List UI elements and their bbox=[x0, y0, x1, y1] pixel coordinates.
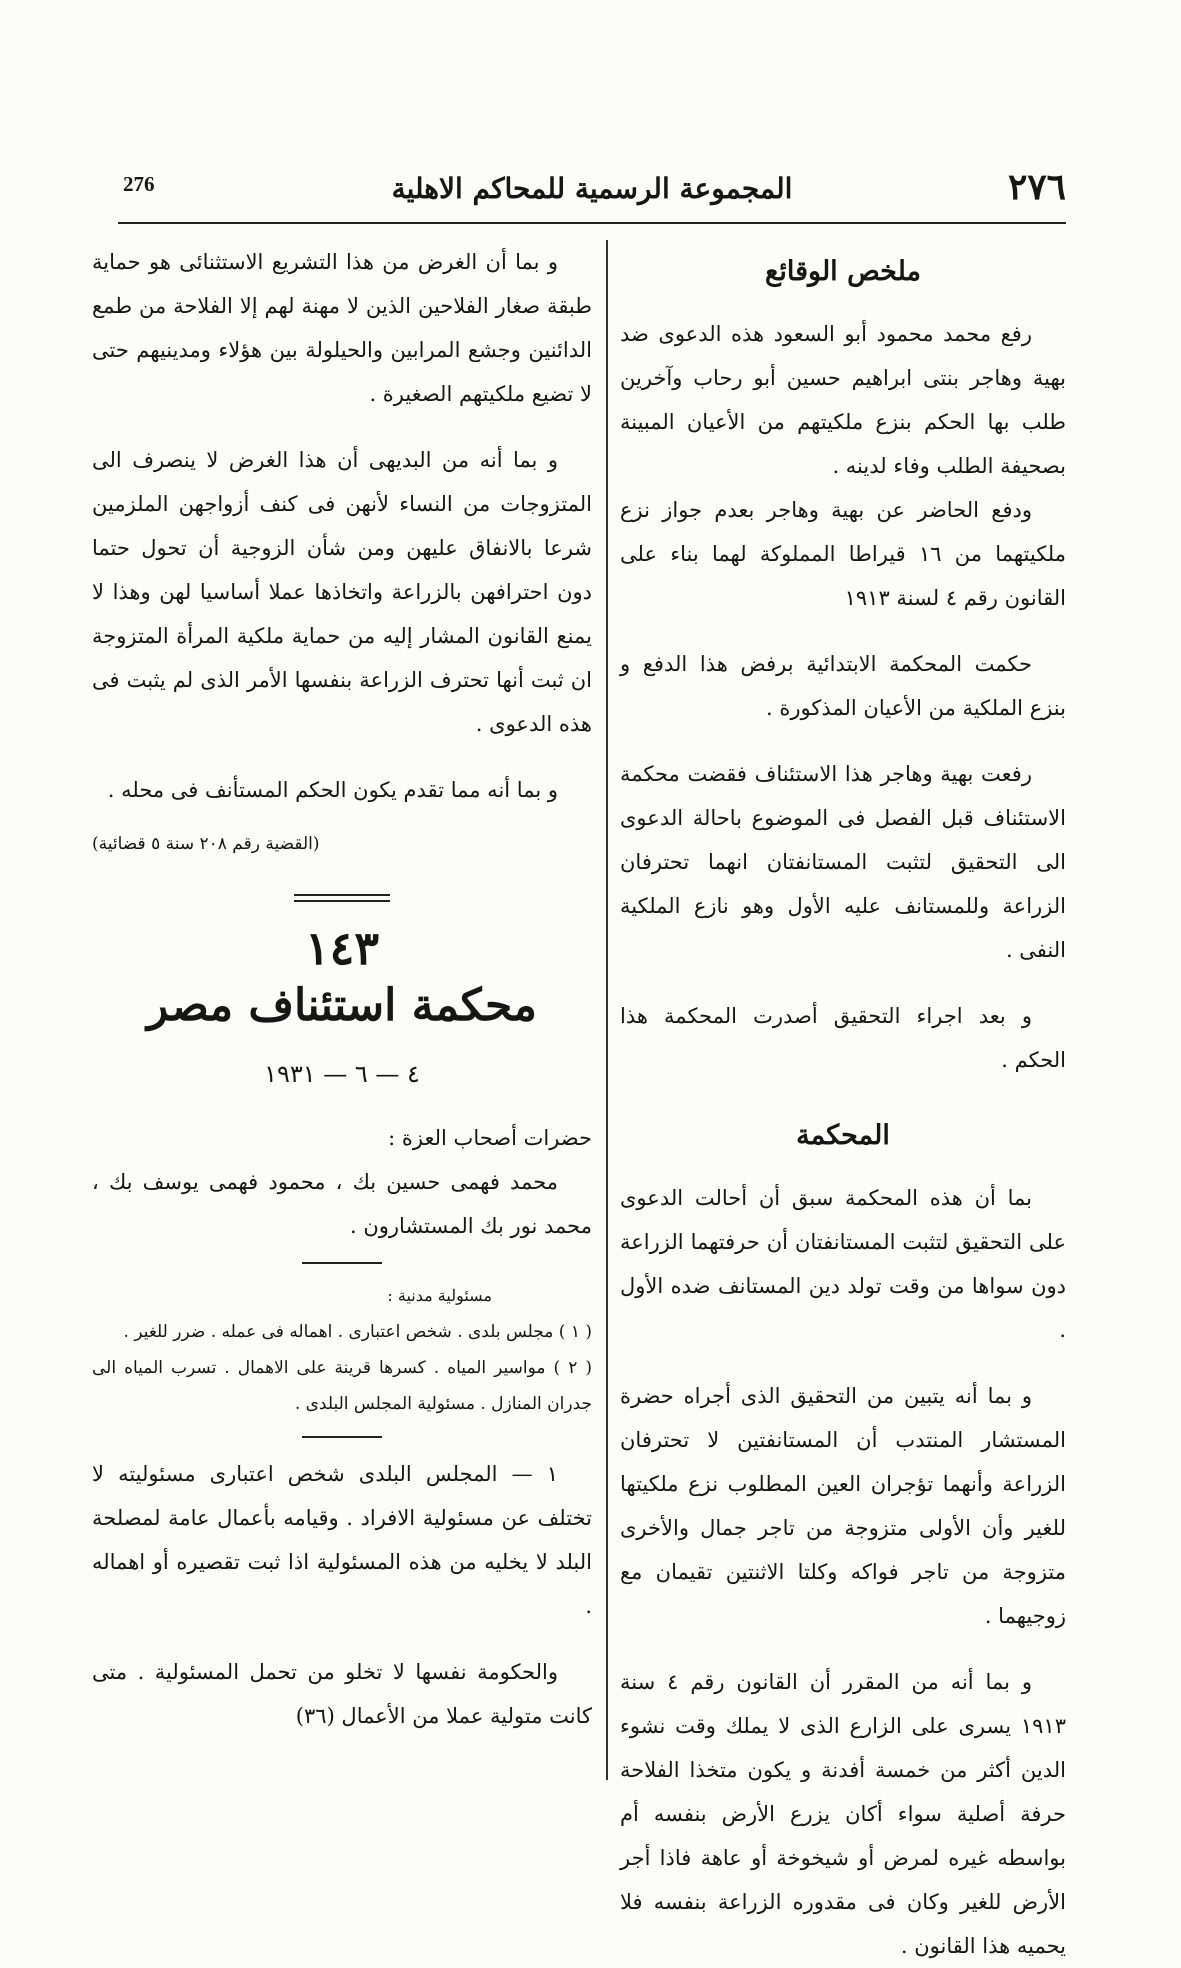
headnote-label: مسئولية مدنية : bbox=[387, 1286, 492, 1305]
principle-paragraph: ١ — المجلس البلدى شخص اعتبارى مسئوليته لا تختلف عن مسئولية الافراد . وقيامه بأعمال عامة لمصلحة البلد لا يخليه من هذه المسئولية اذا ثبت تقصيره أو اهماله . bbox=[92, 1462, 592, 1618]
short-divider bbox=[302, 1436, 382, 1438]
short-divider bbox=[302, 1262, 382, 1264]
facts-heading: ملخص الوقائع bbox=[764, 256, 921, 287]
left-column bbox=[92, 240, 592, 1738]
facts-paragraph: حكمت المحكمة الابتدائية برفض هذا الدفع و بنزع الملكية من الأعيان المذكورة . bbox=[620, 652, 1066, 720]
ruling-paragraph: و بما أن الغرض من هذا التشريع الاستثنائى هو حماية طبقة صغار الفلاحين الذين لا مهنة لهم إلا الفلاحة من طمع الدائنين وجشع المرابين والحيلولة بين هؤلاء ومدينيهم حتى لا تضيع ملكيتهم الصغيرة . bbox=[92, 250, 592, 406]
column-divider bbox=[606, 240, 608, 1780]
ruling-paragraph: و بما أنه من البديهى أن هذا الغرض لا ينصرف الى المتزوجات من النساء لأنهن فى كنف أزواجهن الملزمين شرعا بالانفاق عليهن ومن شأن الزوجية أن تحول حتما دون احترافهن بالزراعة واتخاذها عملا أساسيا لهن وهذا لا يمنع القانون المشار إليه من حماية ملكية المرأة المتزوجة ان ثبت أنها تحترف الزراعة بنفسها الأمر الذى لم يثبت فى هذه الدعوى . bbox=[92, 448, 592, 736]
ruling-paragraph: و بما أنه مما تقدم يكون الحكم المستأنف فى محله . bbox=[107, 778, 558, 802]
headnote-item: ( ١ ) مجلس بلدى . شخص اعتبارى . اهماله فى عمله . ضرر للغير . bbox=[123, 1322, 592, 1342]
case-number: ١٤٣ bbox=[304, 921, 380, 975]
court-heading: المحكمة bbox=[796, 1120, 890, 1151]
court-paragraph: بما أن هذه المحكمة سبق أن أحالت الدعوى على التحقيق لتثبت المستانفتان أن حرفتهما الزراعة دون سواها من وقت تولد دين المستانف ضده الأول . bbox=[620, 1186, 1066, 1342]
judges-label: حضرات أصحاب العزة : bbox=[388, 1126, 592, 1150]
facts-paragraph: ودفع الحاضر عن بهية وهاجر بعدم جواز نزع ملكيتهما من ١٦ قيراطا المملوكة لهما بناء على القانون رقم ٤ لسنة ١٩١٣ bbox=[620, 498, 1067, 610]
court-paragraph: و بما أنه يتبين من التحقيق الذى أجراه حضرة المستشار المنتدب أن المستانفتين لا تحترفان الزراعة وأنهما تؤجران العين المطلوب نزع ملكيتها للغير وأن الأولى متزوجة من تاجر جمال والأخرى متزوجة من تاجر فواكه وكلتا الاثنتين تقيمان مع زوجيهما . bbox=[620, 1384, 1066, 1628]
principle-paragraph: والحكومة نفسها لا تخلو من تحمل المسئولية . متى كانت متولية عملا من الأعمال (٣٦) bbox=[92, 1660, 592, 1728]
facts-paragraph: رفع محمد محمود أبو السعود هذه الدعوى ضد بهية وهاجر بنتى ابراهيم حسين أبو رحاب وآخرين طلب بها الحكم بنزع ملكيتهم من الأعيان المبينة بصحيفة الطلب وفاء لدينه . bbox=[620, 322, 1066, 478]
case-date: ٤ — ٦ — ١٩٣١ bbox=[264, 1060, 420, 1088]
section-divider bbox=[294, 894, 390, 902]
right-column bbox=[620, 240, 1066, 1968]
facts-paragraph: و بعد اجراء التحقيق أصدرت المحكمة هذا الحكم . bbox=[620, 1004, 1066, 1072]
headnote-item: ( ٢ ) مواسير المياه . كسرها قرينة على الاهمال . تسرب المياه الى جدران المنازل . مسئولية المجلس البلدى . bbox=[92, 1358, 592, 1414]
facts-paragraph: رفعت بهية وهاجر هذا الاستئناف فقضت محكمة الاستئناف قبل الفصل فى الموضوع باحالة الدعوى الى التحقيق لتثبت المستانفتان انهما تحترفان الزراعة وللمستانف عليه الأول وهو نازع الملكية النفى . bbox=[620, 762, 1066, 962]
court-paragraph: و بما أنه من المقرر أن القانون رقم ٤ سنة ١٩١٣ يسرى على الزارع الذى لا يملك وقت نشوء الدين أكثر من خمسة أفدنة و يكون متخذا الفلاحة حرفة أصلية سواء أكان يزرع الأرض بنفسه أم بواسطه غيره لمرض أو شيخوخة أو عاهة فاذا أجر الأرض للغير وكان فى مقدوره الزراعة بنفسه فلا يحميه هذا القانون . bbox=[620, 1670, 1066, 1958]
judges-list: محمد فهمى حسين بك ، محمود فهمى يوسف بك ، محمد نور بك المستشارون . bbox=[92, 1170, 592, 1238]
page-header bbox=[118, 166, 1066, 224]
court-name: محكمة استئناف مصر bbox=[147, 980, 537, 1031]
page-number-latin: 276 bbox=[123, 172, 155, 196]
running-title: المجموعة الرسمية للمحاكم الاهلية bbox=[391, 172, 793, 205]
case-reference: (القضية رقم ٢٠٨ سنة ٥ قضائية) bbox=[92, 834, 320, 854]
page-number-arabic: ٢٧٦ bbox=[1007, 166, 1066, 208]
